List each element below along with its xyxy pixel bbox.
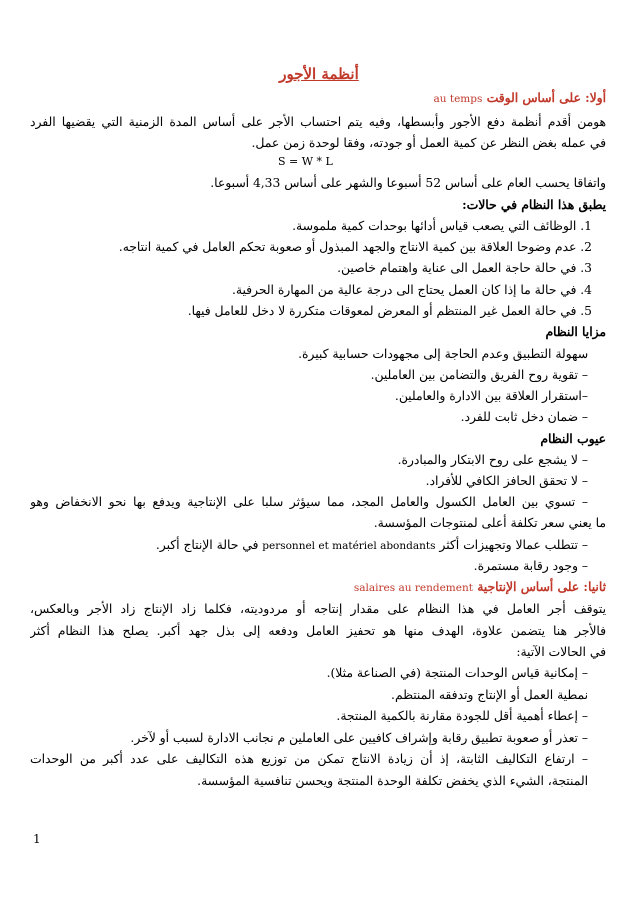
advantages-heading: مزايا النظام	[545, 324, 606, 339]
productivity-case-item: – ارتفاع التكاليف الثابتة، إذ أن زيادة الانتاج تمكن من توزيع هذه التكاليف على عدد أكبر من الوحدات	[30, 752, 588, 766]
cases-heading: يطبق هذا النظام في حالات:	[462, 197, 606, 212]
section2-heading	[30, 577, 606, 597]
section1-heading-latin: au temps	[433, 93, 483, 105]
advantage-item: سهولة التطبيق وعدم الحاجة إلى مجهودات حسابية كبيرة.	[298, 347, 588, 361]
disadvantage-text-end: في حالة الإنتاج أكبر.	[155, 538, 259, 552]
case-item: 4. في حالة ما إذا كان العمل يحتاج الى درجة عالية من المهارة الحرفية.	[231, 283, 592, 297]
advantage-item: –استقرار العلاقة بين الادارة والعاملين.	[394, 389, 588, 403]
section1-paragraph-line: هومن أقدم أنظمة دفع الأجور وأبسطها، وفيه يتم احتساب الأجر على أساس المدة الزمنية التي يقضيها الفرد	[30, 115, 606, 129]
disadvantage-latin-term: personnel et matériel abondants	[262, 540, 436, 552]
case-item: 3. في حالة حاجة العمل الى عناية واهتمام خاصين.	[337, 261, 592, 275]
section2-paragraph-line: في الحالات الآتية:	[516, 645, 606, 659]
productivity-case-item: نمطية العمل أو الإنتاج وتدفقه المنتظم.	[391, 688, 588, 702]
disadvantage-item	[30, 535, 588, 555]
section2-heading-latin: salaires au rendement	[353, 582, 473, 594]
case-item: 2. عدم وضوحا العلاقة بين كمية الانتاج والجهد المبذول أو صعوبة تحكم العامل في كمية انتاجه.	[118, 240, 592, 254]
section1-paragraph-line: في عمله بغض النظر عن كمية العمل أو جودته، وفقا لوحدة زمن عمل.	[251, 136, 606, 150]
disadvantages-heading: عيوب النظام	[540, 431, 606, 446]
disadvantage-text-start: – تتطلب عمالا وتجهيزات أكثر	[439, 538, 588, 552]
section1-heading	[30, 88, 606, 108]
wage-formula: S = W * L	[278, 155, 333, 168]
section1-year-note: واتفاقا يحسب العام على أساس 52 أسبوعا والشهر على أساس 4,33 أسبوعا.	[210, 176, 606, 190]
case-item: 1. الوظائف التي يصعب قياس أدائها بوحدات كمية ملموسة.	[292, 219, 592, 233]
section2-paragraph-line: فالأجر هنا يتضمن علاوة، الهدف منها هو تحفيز العامل ودفعه إلى بذل جهد أكبر. يصلح هذا النظام أكثر	[30, 624, 606, 638]
productivity-case-item: – إمكانية قياس الوحدات المنتجة (في الصناعة مثلا).	[326, 666, 588, 680]
disadvantage-item: – تسوي بين العامل الكسول والعامل المجد، مما سيؤثر سلبا على الإنتاجية ويدفع بها نحو الانخفاض وهو	[30, 495, 588, 509]
disadvantage-item: – لا تحقق الحافز الكافي للأفراد.	[425, 474, 588, 488]
section1-heading-text: أولا: على أساس الوقت	[486, 90, 606, 105]
productivity-case-item: – إعطاء أهمية أقل للجودة مقارنة بالكمية المنتجة.	[336, 709, 588, 723]
productivity-case-item-continuation: المنتجة، الشيء الذي يخفض تكلفة الوحدة المنتجة ويحسن تنافسية المؤسسة.	[197, 774, 588, 788]
advantage-item: – تقوية روح الفريق والتضامن بين العاملين.	[370, 368, 588, 382]
disadvantage-item: – لا يشجع على روح الابتكار والمبادرة.	[397, 453, 588, 467]
advantage-item: – ضمان دخل ثابت للفرد.	[460, 410, 588, 424]
disadvantage-item: – وجود رقابة مستمرة.	[473, 559, 588, 573]
productivity-case-item: – تعذر أو صعوبة تطبيق رقابة وإشراف كافيين على العاملين م نجانب الادارة لسبب أو لآخر.	[130, 731, 588, 745]
page-number: 1	[33, 832, 41, 846]
section2-heading-text: ثانيا: على أساس الإنتاجية	[477, 579, 606, 594]
case-item: 5. في حالة العمل غير المنتظم أو المعرض لمعوقات متكررة لا دخل للعامل فيها.	[187, 304, 592, 318]
section2-paragraph-line: يتوقف أجر العامل في هذا النظام على مقدار إنتاجه أو مردوديته، فكلما زاد الإنتاج زاد الأجر وبالعكس،	[30, 602, 606, 616]
disadvantage-item-continuation: ما يعني سعر تكلفة أعلى لمنتوجات المؤسسة.	[373, 516, 606, 530]
page-title: أنظمة الأجور	[279, 65, 359, 83]
